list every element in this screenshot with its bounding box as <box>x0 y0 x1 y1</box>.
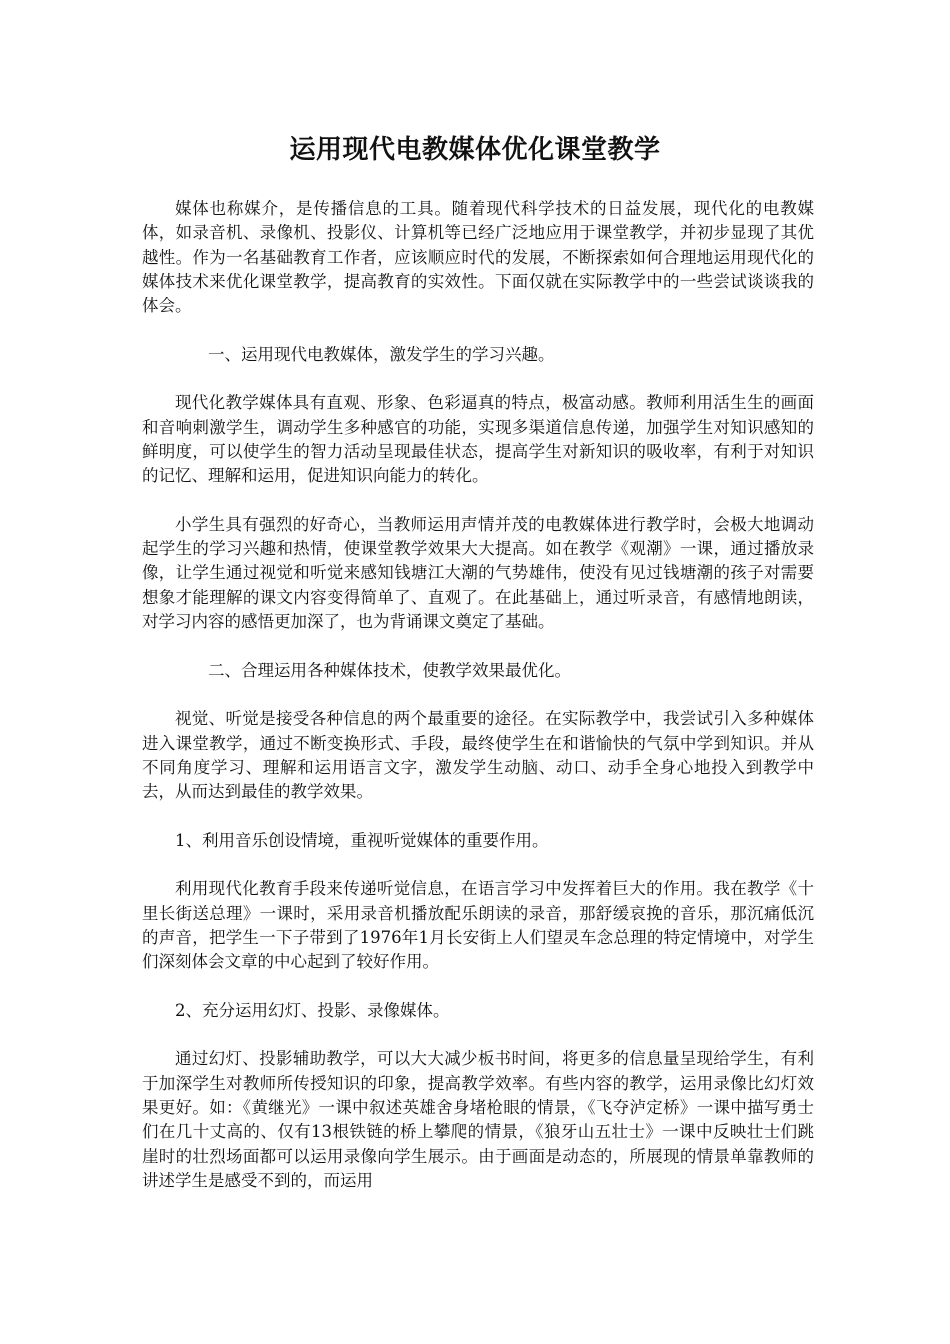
paragraph-intro: 媒体也称媒介，是传播信息的工具。随着现代科学技术的日益发展，现代化的电教媒体，如录音机、录像机、投影仪、计算机等已经广泛地应用于课堂教学，并初步显现了其优越性。作为一名基础教育工作者，应该顺应时代的发展，不断探索如何合理地运用现代化的媒体技术来优化课堂教学，提高教育的实效性。下面仅就在实际教学中的一些尝试谈谈我的体会。 <box>142 199 814 316</box>
section-heading-text: 合理运用各种媒体技术，使教学效果最优化。 <box>241 660 571 680</box>
section-heading-text: 运用现代电教媒体，激发学生的学习兴趣。 <box>241 344 555 364</box>
document-title: 运用现代电教媒体优化课堂教学 <box>289 135 661 165</box>
subheading: 2、充分运用幻灯、投影、录像媒体。 <box>175 1000 450 1020</box>
paragraph: 利用现代化教育手段来传递听觉信息，在语言学习中发挥着巨大的作用。我在教学《十里长街送总理》一课时，采用录音机播放配乐朗读的录音，那舒缓哀挽的音乐，那沉痛低沉的声音，把学生一下子带到了1976年1月长安街上人们望灵车念总理的特定情境中，对学生们深刻体会文章的中心起到了较好作用。 <box>142 879 814 972</box>
paragraph: 通过幻灯、投影辅助教学，可以大大减少板书时间，将更多的信息量呈现给学生，有利于加深学生对教师所传授知识的印象，提高教学效率。有些内容的教学，运用录像比幻灯效果更好。如：《黄继光》一课中叙述英雄舍身堵枪眼的情景，《飞夺泸定桥》一课中描写勇士们在几十丈高的、仅有13根铁链的桥上攀爬的情景，《狼牙山五壮士》一课中反映壮士们跳崖时的壮烈场面都可以运用录像向学生展示。由于画面是动态的，所展现的情景单靠教师的讲述学生是感受不到的，而运用 <box>142 1049 814 1190</box>
section-heading-2 <box>142 659 814 683</box>
subheading: 1、利用音乐创设情境，重视听觉媒体的重要作用。 <box>175 830 549 850</box>
paragraph: 小学生具有强烈的好奇心，当教师运用声情并茂的电教媒体进行教学时，会极大地调动起学生的学习兴趣和热情，使课堂教学效果大大提高。如在教学《观潮》一课，通过播放录像，让学生通过视觉和听觉来感知钱塘江大潮的气势雄伟，使没有见过钱塘潮的孩子对需要想象才能理解的课文内容变得简单了、直观了。在此基础上，通过听录音，有感情地朗读，对学习内容的感悟更加深了，也为背诵课文奠定了基础。 <box>142 514 814 632</box>
paragraph: 视觉、听觉是接受各种信息的两个最重要的途径。在实际教学中，我尝试引入多种媒体进入课堂教学，通过不断变换形式、手段，最终使学生在和谐愉快的气氛中学到知识。并从不同角度学习、理解和运用语言文字，激发学生动脑、动口、动手全身心地投入到教学中去，从而达到最佳的教学效果。 <box>142 709 814 802</box>
section-number: 二、 <box>208 660 241 680</box>
section-heading-1 <box>142 343 814 367</box>
paragraph: 现代化教学媒体具有直观、形象、色彩逼真的特点，极富动感。教师利用活生生的画面和音响刺激学生，调动学生多种感官的功能，实现多渠道信息传递，加强学生对知识感知的鲜明度，可以使学生的智力活动呈现最佳状态，提高学生对新知识的吸收率，有利于对知识的记忆、理解和运用，促进知识向能力的转化。 <box>142 393 814 486</box>
document-body <box>142 197 814 1193</box>
section-number: 一、 <box>208 344 241 364</box>
